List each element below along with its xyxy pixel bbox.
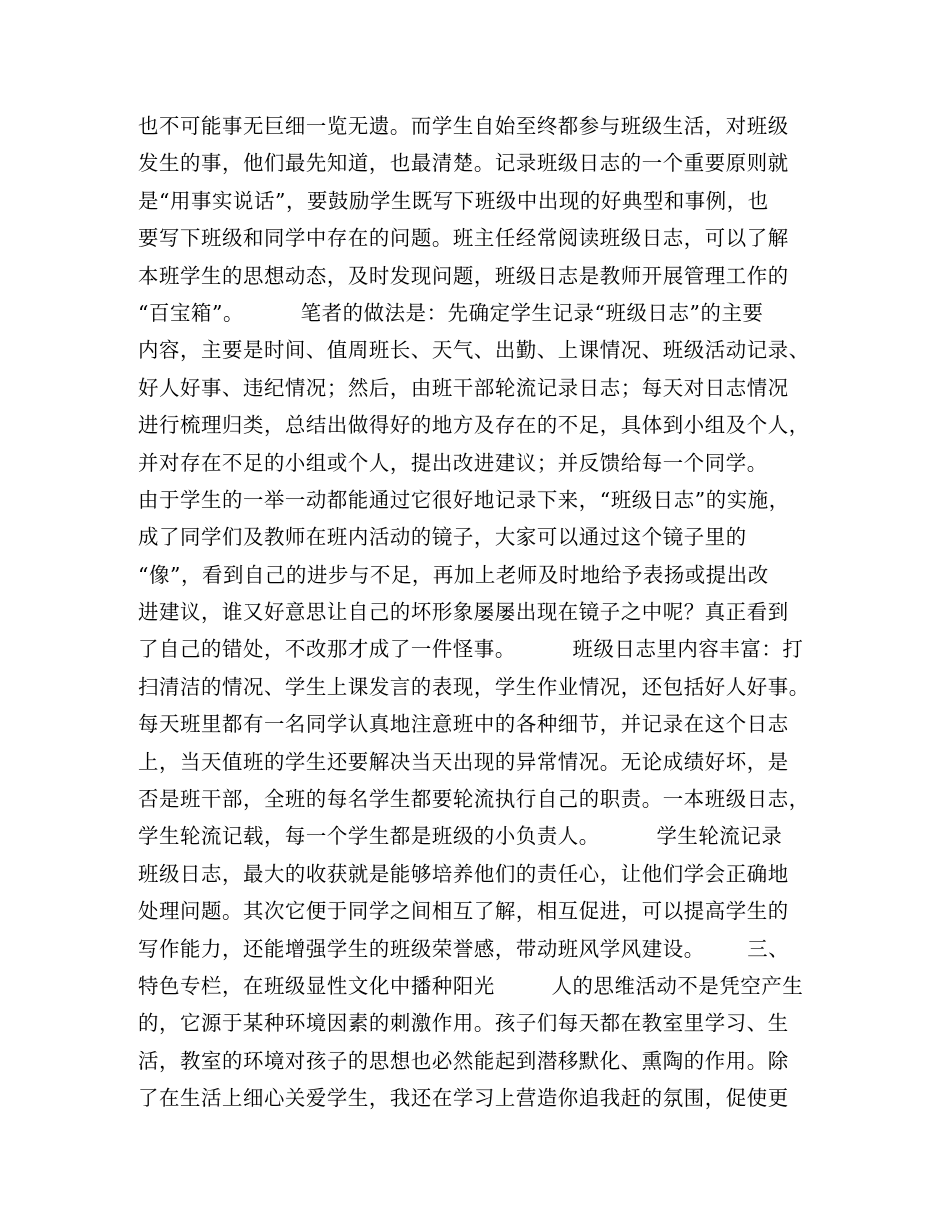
text-line: 班级日志，最大的收获就是能够培养他们的责任心，让他们学会正确地 bbox=[138, 861, 789, 886]
text-line: 了自己的错处，不改那才成了一件怪事。 班级日志里内容丰富：打 bbox=[138, 637, 804, 662]
text-line: 好人好事、违纪情况；然后，由班干部轮流记录日志；每天对日志情况 bbox=[138, 375, 789, 400]
text-line: 了在生活上细心关爱学生，我还在学习上营造你追我赶的氛围，促使更 bbox=[138, 1086, 789, 1111]
text-line: 内容，主要是时间、值周班长、天气、出勤、上课情况、班级活动记录、 bbox=[138, 338, 810, 363]
body-text bbox=[138, 108, 828, 1118]
text-line: 成了同学们及教师在班内活动的镜子，大家可以通过这个镜子里的 bbox=[138, 525, 747, 550]
text-line: 进建议，谁又好意思让自己的坏形象屡屡出现在镜子之中呢？真正看到 bbox=[138, 600, 789, 625]
text-line: “百宝箱”。 笔者的做法是：先确定学生记录“班级日志”的主要 bbox=[138, 300, 764, 325]
text-line: 由于学生的一举一动都能通过它很好地记录下来，“班级日志”的实施， bbox=[138, 487, 790, 512]
text-line: 的，它源于某种环境因素的刺激作用。孩子们每天都在教室里学习、生 bbox=[138, 1011, 789, 1036]
text-line: 写作能力，还能增强学生的班级荣誉感，带动班风学风建设。 三、 bbox=[138, 936, 790, 961]
text-line: 否是班干部，全班的每名学生都要轮流执行自己的职责。一本班级日志， bbox=[138, 787, 810, 812]
text-line: 也不可能事无巨细一览无遗。而学生自始至终都参与班级生活，对班级 bbox=[138, 114, 789, 138]
text-line: 并对存在不足的小组或个人，提出改进建议；并反馈给每一个同学。 bbox=[138, 450, 768, 475]
text-line: 每天班里都有一名同学认真地注意班中的各种细节，并记录在这个日志 bbox=[138, 712, 789, 737]
text-line: 本班学生的思想动态，及时发现问题，班级日志是教师开展管理工作的 bbox=[138, 263, 789, 288]
text-line: 发生的事，他们最先知道，也最清楚。记录班级日志的一个重要原则就 bbox=[138, 151, 789, 176]
text-line: 扫清洁的情况、学生上课发言的表现，学生作业情况，还包括好人好事。 bbox=[138, 674, 810, 699]
text-line: 活，教室的环境对孩子的思想也必然能起到潜移默化、熏陶的作用。除 bbox=[138, 1048, 789, 1073]
text-line: 进行梳理归类，总结出做得好的地方及存在的不足，具体到小组及个人， bbox=[138, 413, 810, 438]
text-line: 要写下班级和同学中存在的问题。班主任经常阅读班级日志，可以了解 bbox=[138, 226, 789, 251]
text-line: “像”，看到自己的进步与不足，再加上老师及时地给予表扬或提出改 bbox=[138, 562, 769, 587]
text-line: 学生轮流记载，每一个学生都是班级的小负责人。 学生轮流记录 bbox=[138, 824, 783, 849]
text-line: 特色专栏，在班级显性文化中播种阳光 人的思维活动不是凭空产生 bbox=[138, 973, 804, 998]
text-line: 上，当天值班的学生还要解决当天出现的异常情况。无论成绩好坏，是 bbox=[138, 749, 789, 774]
text-line: 是“用事实说话”，要鼓励学生既写下班级中出现的好典型和事例，也 bbox=[138, 188, 769, 213]
text-line: 处理问题。其次它便于同学之间相互了解，相互促进，可以提高学生的 bbox=[138, 899, 789, 924]
